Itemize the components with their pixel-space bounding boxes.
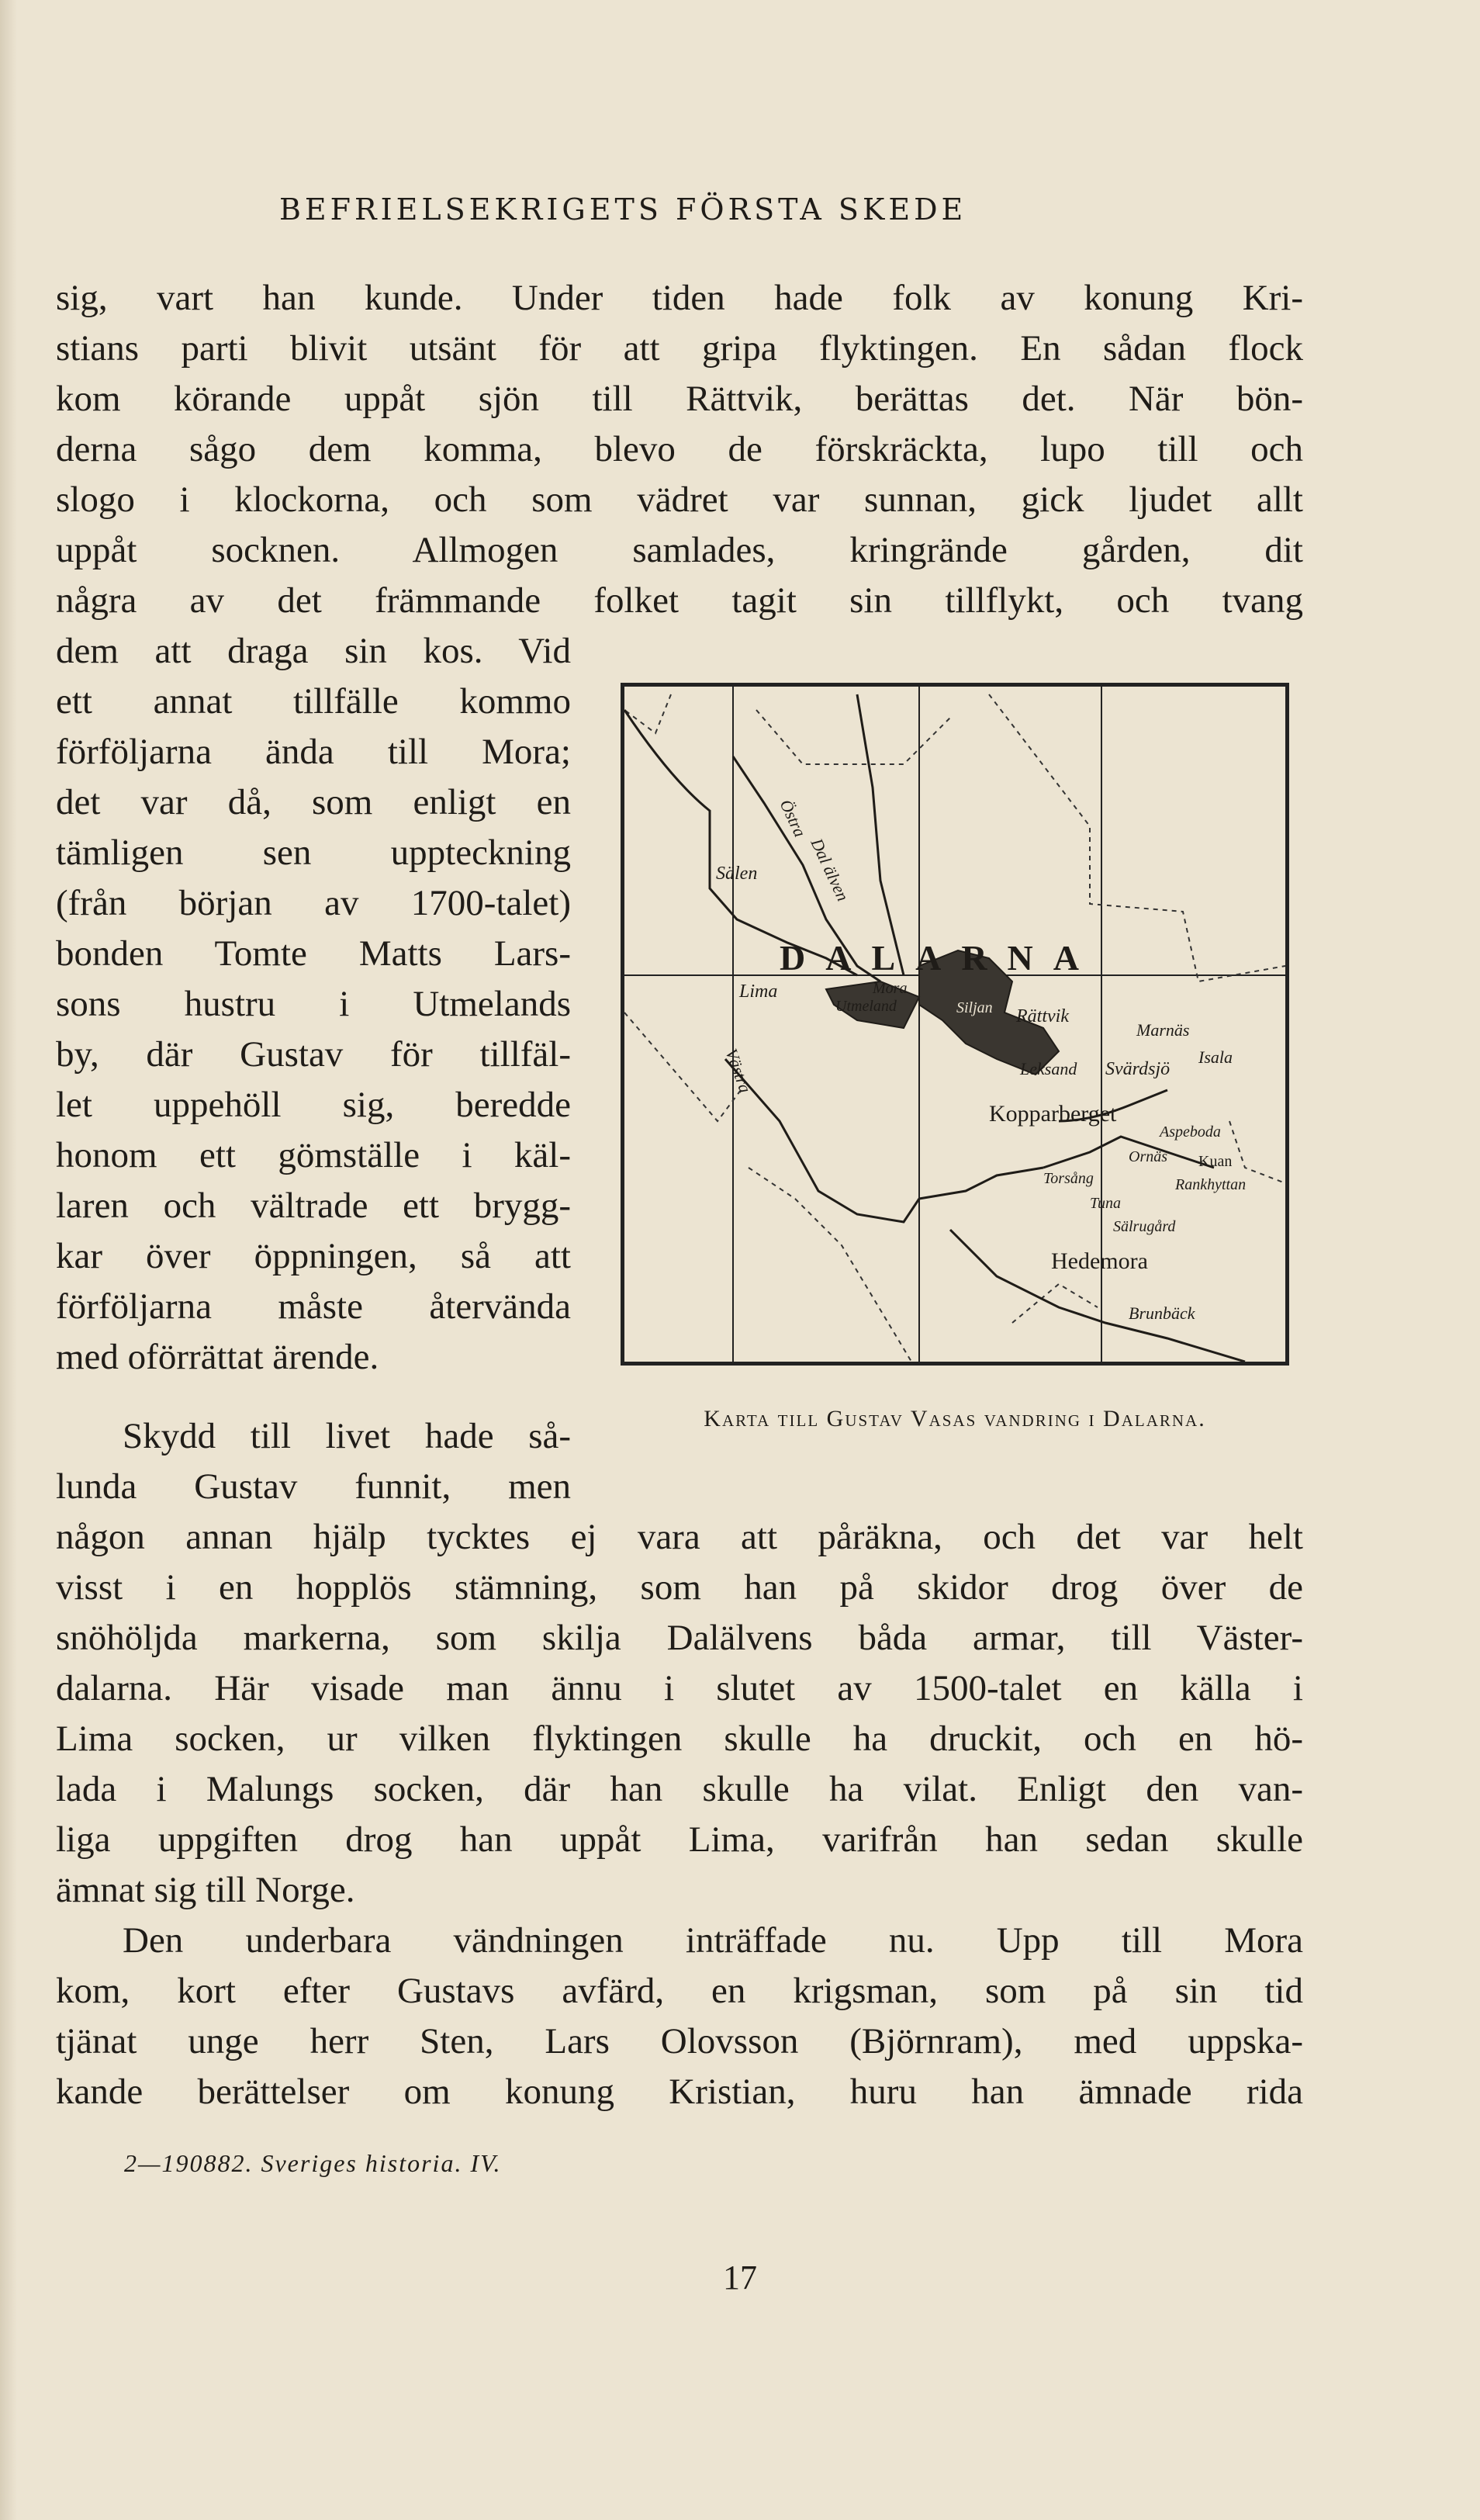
text-line: tjänat unge herr Sten, Lars Olovsson (Björnram), med uppska-	[56, 2021, 1303, 2061]
text-line: liga uppgiften drog han uppåt Lima, varifrån han sedan skulle	[56, 1819, 1303, 1860]
text-line: visst i en hopplös stämning, som han på skidor drog över de	[56, 1567, 1303, 1608]
label-dalalven: Dal älven	[807, 835, 853, 905]
text-line: let uppehöll sig, beredde	[56, 1085, 571, 1125]
text-line: dalarna. Här visade man ännu i slutet av 1500-talet en källa i	[56, 1668, 1303, 1708]
text-line: lada i Malungs socken, där han skulle ha vilat. Enligt den van-	[56, 1769, 1303, 1809]
text-line: det var då, som enligt en	[56, 782, 571, 822]
page-edge	[0, 0, 17, 2520]
label-salen: Sälen	[716, 864, 758, 884]
label-svardsjo: Svärdsjö	[1105, 1059, 1171, 1079]
text-line: kom, kort efter Gustavs avfärd, en krigsman, som på sin tid	[56, 1971, 1303, 2011]
text-line: snöhöljda markerna, som skilja Dalälvens båda armar, till Väster-	[56, 1618, 1303, 1658]
text-line: (från början av 1700-talet)	[56, 883, 571, 923]
label-torsang: Torsång	[1043, 1170, 1094, 1187]
label-leksand: Leksand	[1020, 1059, 1077, 1078]
label-rankhyttan: Rankhyttan	[1175, 1176, 1247, 1193]
text-line: stians parti blivit utsänt för att gripa flyktingen. En sådan flock	[56, 328, 1303, 369]
label-lima: Lima	[739, 981, 778, 1002]
text-line: Lima socken, ur vilken flyktingen skulle ha druckit, och en hö-	[56, 1719, 1303, 1759]
label-ornas: Ornäs	[1129, 1148, 1168, 1165]
label-salrugard: Sälrugård	[1113, 1218, 1176, 1235]
label-kuan: Kuan	[1198, 1153, 1233, 1170]
text-line: Den underbara vändningen inträffade nu. Upp till Mora	[123, 1920, 1303, 1961]
label-mora: Mora	[873, 980, 908, 997]
text-line: några av det främmande folket tagit sin tillflykt, och tvang	[56, 580, 1303, 621]
text-line: by, där Gustav för tillfäl-	[56, 1034, 571, 1075]
paragraph-2-narrow	[56, 1411, 571, 1512]
label-tuna: Tuna	[1090, 1195, 1122, 1212]
page-number: 17	[723, 2259, 757, 2297]
label-kopparberget: Kopparberget	[989, 1101, 1117, 1127]
paragraph-2	[56, 1512, 1303, 1916]
text-line: slogo i klockorna, och som vädret var sunnan, gick ljudet allt	[56, 479, 1303, 520]
label-ostra: Östra	[776, 796, 811, 840]
paragraph-1-narrow	[56, 626, 571, 1383]
paragraph-1	[56, 273, 1303, 626]
running-head: BEFRIELSEKRIGETS FÖRSTA SKEDE	[279, 192, 967, 227]
label-dalarna: DALARNA	[780, 938, 1099, 978]
label-utmeland: Utmeland	[835, 998, 897, 1015]
label-marnas: Marnäs	[1136, 1020, 1190, 1040]
text-line: sig, vart han kunde. Under tiden hade folk av konung Kri-	[56, 278, 1303, 318]
map-caption: Karta till Gustav Vasas vandring i Dalarna.	[704, 1406, 1206, 1431]
text-line: kande berättelser om konung Kristian, huru han ämnade rida	[56, 2072, 1303, 2112]
dalarna-map	[624, 687, 1285, 1362]
label-vastra: Västra	[721, 1046, 756, 1096]
text-line: Skydd till livet hade så-	[123, 1416, 571, 1456]
map-figure	[621, 683, 1289, 1366]
text-line: ämnat sig till Norge.	[56, 1870, 355, 1910]
text-line: honom ett gömställe i käl-	[56, 1135, 571, 1175]
label-hedemora: Hedemora	[1051, 1248, 1148, 1274]
text-line: lunda Gustav funnit, men	[56, 1466, 571, 1507]
text-line: ett annat tillfälle kommo	[56, 681, 571, 722]
text-line: tämligen sen uppteckning	[56, 832, 571, 873]
text-line: derna sågo dem komma, blevo de förskräckta, lupo till och	[56, 429, 1303, 469]
text-line: kom körande uppåt sjön till Rättvik, berättas det. När bön-	[56, 379, 1303, 419]
text-line: förföljarna ända till Mora;	[56, 732, 571, 772]
text-line: med oförrättat ärende.	[56, 1337, 379, 1377]
text-line: dem att draga sin kos. Vid	[56, 631, 571, 671]
label-siljan: Siljan	[956, 999, 993, 1016]
text-line: någon annan hjälp tycktes ej vara att påräkna, och det var helt	[56, 1517, 1303, 1557]
text-line: bonden Tomte Matts Lars-	[56, 933, 571, 974]
label-aspeboda: Aspeboda	[1160, 1123, 1221, 1141]
text-line: laren och vältrade ett brygg-	[56, 1186, 571, 1226]
label-rattvik: Rättvik	[1016, 1006, 1069, 1026]
text-line: sons hustru i Utmelands	[56, 984, 571, 1024]
footnote: 2—190882. Sveriges historia. IV.	[124, 2149, 502, 2177]
paragraph-3	[56, 1916, 1303, 2117]
label-brunback: Brunbäck	[1129, 1303, 1195, 1323]
text-line: uppåt socknen. Allmogen samlades, kringrände gården, dit	[56, 530, 1303, 570]
text-line: förföljarna måste återvända	[56, 1286, 571, 1327]
label-isala: Isala	[1198, 1047, 1233, 1067]
text-line: kar över öppningen, så att	[56, 1236, 571, 1276]
